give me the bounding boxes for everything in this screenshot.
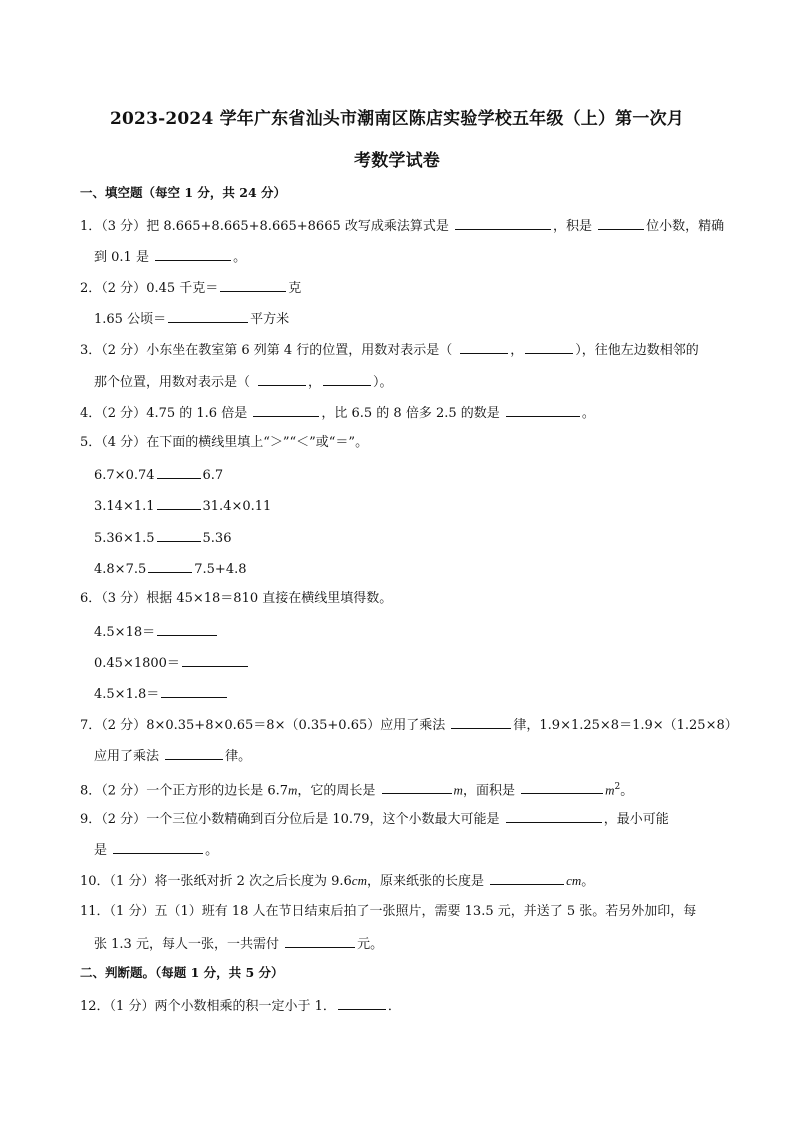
question-text: ），往他左边数相邻的 (575, 343, 699, 358)
question-text: ． (387, 999, 401, 1014)
question-10 (80, 871, 730, 891)
question-score: （2 分） (101, 406, 147, 421)
question-text: ，比 6.5 的 8 倍多 2.5 的数是 (321, 406, 500, 421)
question-score: （2 分） (101, 783, 147, 799)
question-score: （2 分） (101, 343, 147, 358)
question-number: 8． (80, 783, 102, 799)
comparison-item (94, 528, 744, 548)
question-7-continued (94, 746, 744, 766)
question-4 (80, 403, 730, 423)
answer-blank[interactable] (521, 780, 603, 794)
expression-left: 6.7×0.74 (94, 468, 155, 483)
comparison-item (94, 559, 744, 579)
question-number: 12． (80, 999, 110, 1014)
exam-title-line-2: 考数学试卷 (354, 151, 440, 171)
answer-blank[interactable] (506, 403, 580, 417)
answer-blank[interactable] (155, 247, 231, 261)
answer-blank[interactable] (382, 780, 452, 794)
question-1 (80, 216, 730, 236)
question-number: 2． (80, 281, 102, 296)
question-text: 把 8.665+8.665+8.665+8665 改写成乘法算式是 (146, 219, 449, 234)
question-text: ， (510, 343, 524, 358)
question-9-continued (94, 840, 744, 860)
question-number: 5． (80, 435, 102, 450)
question-number: 6． (80, 591, 102, 606)
answer-blank[interactable] (157, 465, 201, 479)
question-6 (80, 590, 730, 608)
question-text: ，它的周长是 (297, 783, 376, 799)
calculation-item (94, 684, 744, 704)
expression: 0.45×1800＝ (94, 656, 180, 671)
question-score: （1 分） (109, 999, 155, 1014)
question-7 (80, 715, 738, 735)
question-text: 小东坐在教室第 6 列第 4 行的位置，用数对表示是（ (146, 343, 453, 358)
question-score: （4 分） (101, 435, 147, 450)
question-number: 4． (80, 406, 102, 421)
question-text: 是 (94, 843, 108, 858)
question-8 (80, 778, 730, 800)
question-2 (80, 278, 730, 298)
answer-blank[interactable] (253, 403, 319, 417)
question-1-continued (94, 247, 744, 267)
question-score: （3 分） (101, 219, 147, 234)
question-score: （2 分） (101, 281, 147, 296)
section-heading-true-false: 二、判断题。（每题 1 分，共 5 分） (80, 965, 284, 980)
question-text: 五（1）班有 18 人在节日结束后拍了一张照片，需要 13.5 元，并送了 5 张。若另外加印，每 (154, 904, 697, 919)
question-9 (80, 809, 730, 829)
question-score: （1 分） (109, 874, 155, 889)
question-text: 克 (288, 281, 302, 296)
question-number: 10． (80, 874, 110, 889)
answer-blank[interactable] (168, 309, 248, 323)
question-text: 元。 (357, 937, 384, 952)
question-score: （3 分） (101, 591, 147, 606)
question-text: 1.65 公顷＝ (94, 312, 167, 327)
expression-right: 31.4×0.11 (202, 499, 272, 514)
answer-blank[interactable] (157, 622, 217, 636)
question-2-part-2 (94, 309, 744, 329)
question-3-continued (94, 372, 744, 392)
question-12 (80, 996, 730, 1016)
question-text: 。 (233, 250, 247, 265)
answer-blank[interactable] (157, 528, 201, 542)
question-text: 到 0.1 是 (94, 250, 149, 265)
question-text: 位小数，精确 (646, 219, 725, 234)
answer-blank[interactable] (148, 559, 192, 573)
question-text: ， (308, 375, 322, 390)
unit-symbol: cm (566, 873, 582, 888)
calculation-item (94, 653, 744, 673)
unit-symbol: m (288, 782, 298, 798)
answer-blank[interactable] (165, 746, 223, 760)
expression: 4.5×1.8＝ (94, 687, 160, 702)
question-text: 两个小数相乘的积一定小于 1． (154, 999, 336, 1014)
question-number: 9． (80, 812, 102, 827)
question-text: 8×0.35+8×0.65＝8×（0.35+0.65）应用了乘法 (146, 718, 446, 733)
question-11 (80, 903, 730, 921)
unit-symbol: m (453, 782, 463, 798)
question-text: ，最小可能 (603, 812, 669, 827)
question-text: 律，1.9×1.25×8＝1.9×（1.25×8） (513, 718, 738, 733)
question-text: ，积是 (553, 219, 593, 234)
question-text: ，原来纸张的长度是 (366, 874, 484, 889)
question-text: 律。 (225, 749, 252, 764)
answer-blank[interactable] (220, 278, 286, 292)
comparison-item (94, 496, 744, 516)
question-text: 。 (581, 406, 595, 421)
question-text: 。 (620, 783, 634, 799)
unit-symbol: cm (351, 873, 367, 888)
expression-right: 6.7 (202, 468, 224, 483)
answer-blank[interactable] (157, 496, 201, 510)
answer-blank[interactable] (455, 216, 551, 230)
question-text: 一个正方形的边长是 6.7 (146, 783, 288, 799)
question-text: 根据 45×18＝810 直接在横线里填得数。 (146, 591, 393, 606)
question-text: 。 (581, 874, 595, 889)
question-5 (80, 434, 730, 452)
question-score: （2 分） (101, 812, 147, 827)
expression-left: 3.14×1.1 (94, 499, 155, 514)
answer-blank[interactable] (113, 840, 203, 854)
question-text: 在下面的横线里填上“＞”“＜”或“＝”。 (146, 435, 369, 450)
expression-left: 4.8×7.5 (94, 562, 147, 577)
expression-left: 5.36×1.5 (94, 531, 155, 546)
question-text: 一个三位小数精确到百分位后是 10.79，这个小数最大可能是 (146, 812, 500, 827)
question-text: 4.75 的 1.6 倍是 (146, 406, 248, 421)
answer-blank[interactable] (258, 372, 306, 386)
question-11-continued (94, 934, 744, 954)
answer-blank[interactable] (598, 216, 644, 230)
exponent: 2 (614, 782, 621, 792)
answer-blank[interactable] (338, 996, 386, 1010)
section-heading-fill-in: 一、填空题（每空 1 分，共 24 分） (80, 185, 287, 200)
answer-blank[interactable] (451, 715, 511, 729)
exam-title-line-1: 2023-2024 学年广东省汕头市潮南区陈店实验学校五年级（上）第一次月 (109, 109, 684, 129)
unit-symbol: m (605, 782, 615, 798)
question-text: 那个位置，用数对表示是（ (94, 375, 251, 390)
answer-blank[interactable] (323, 372, 371, 386)
question-text: ）。 (373, 375, 393, 390)
question-number: 1． (80, 219, 102, 234)
question-score: （2 分） (101, 718, 147, 733)
question-text: 。 (205, 843, 219, 858)
answer-blank[interactable] (460, 340, 508, 354)
expression: 4.5×18＝ (94, 625, 156, 640)
comparison-item (94, 465, 744, 485)
question-text: 0.45 千克＝ (146, 281, 219, 296)
answer-blank[interactable] (182, 653, 248, 667)
answer-blank[interactable] (506, 809, 602, 823)
answer-blank[interactable] (525, 340, 573, 354)
expression-right: 5.36 (202, 531, 232, 546)
question-3 (80, 340, 730, 360)
answer-blank[interactable] (161, 684, 227, 698)
answer-blank[interactable] (285, 934, 355, 948)
calculation-item (94, 622, 744, 642)
question-number: 7． (80, 718, 102, 733)
expression-right: 7.5+4.8 (194, 562, 247, 577)
answer-blank[interactable] (490, 871, 564, 885)
question-number: 3． (80, 343, 102, 358)
question-number: 11． (80, 904, 110, 919)
question-text: 应用了乘法 (94, 749, 160, 764)
question-text: 将一张纸对折 2 次之后长度为 9.6 (154, 874, 352, 889)
question-text: ，面积是 (462, 783, 515, 799)
question-text: 张 1.3 元，每人一张，一共需付 (94, 937, 279, 952)
question-text: 平方米 (250, 312, 290, 327)
question-score: （1 分） (109, 904, 155, 919)
